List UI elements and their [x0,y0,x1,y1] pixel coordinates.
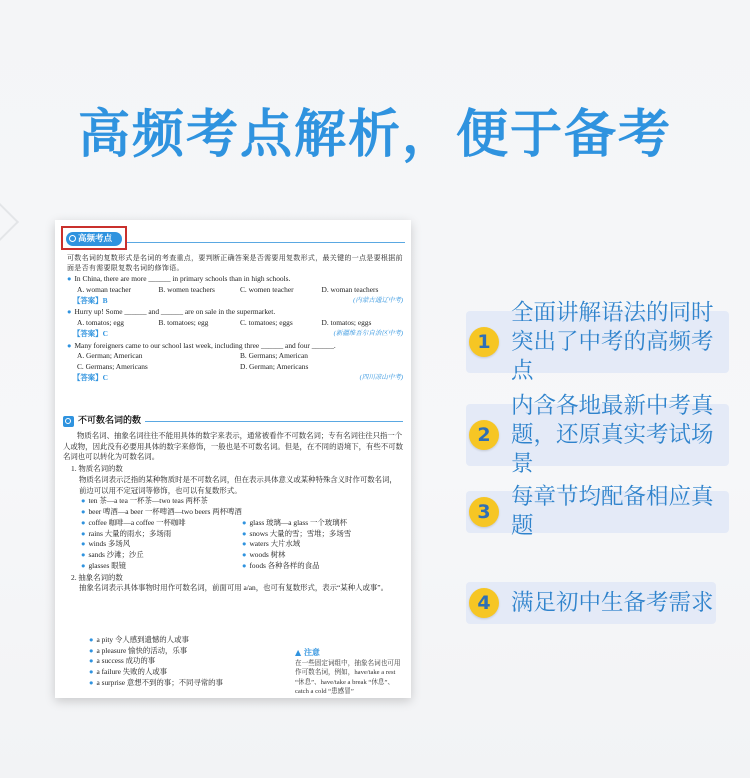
question-2: ● Hurry up! Some ______ and ______ are on sale in the supermarket. [67,307,276,317]
pin-icon [69,235,76,242]
book-page-preview [55,220,411,698]
feature-text: 满足初中生备考需求 [511,589,714,616]
subheading-material: 1. 物质名词的数 [71,464,123,474]
tag-highlight-box [61,226,127,250]
question-2-options: A. tomatos; egg B. tomatoes; egg C. tomatoes; eggs D. tomatos; eggs [77,318,372,328]
list-item: ● winds 多场风 [81,539,131,549]
list-item: ● a pity 令人感到遗憾的人或事 [89,635,189,644]
list-item: ● sands 沙滩；沙丘 [81,550,144,560]
warning-icon: ▲ [295,648,304,657]
paragraph: 物质名词表示泛指的某种物质时是不可数名词，但在表示具体意义或某种特殊含义时作可数名词，前边可以用不定冠词等修饰，也可以有复数形式。 [79,474,397,495]
question-1-options: A. woman teacher B. women teachers C. women teacher D. woman teachers [77,285,379,295]
list-item: ● glasses 眼镜 [81,560,127,570]
feature-text: 全面讲解语法的同时 突出了中考的高频考点 [511,299,714,384]
question-3: ● Many foreigners came to our school last week, including three ______ and four ______. [67,340,336,350]
paragraph: 抽象名词表示具体事物时用作可数名词，前面可用 a/an，也可有复数形式，表示“某种人或事”。 [79,583,388,593]
paragraph: 物质名词、抽象名词往往不能用具体的数字来表示，通常被看作不可数名词；专有名词往往只指一个人或物，因此没有必要用具体的数字来修饰，一般也是不可数名词。但是，在不同的语境下，有些不可数名词也可以转化为可数名词。 [63,431,403,462]
list-item: ● waters 大片水域 [242,539,301,549]
question-3-answer: 【答案】C (四川凉山中考) [73,372,403,382]
list-item: ● a success 成功的事 [89,656,156,666]
list-item: ● a pleasure 愉快的活动，乐事 [89,645,188,655]
note-box [295,647,403,698]
feature-number-badge: 2 [469,420,499,450]
question-1-answer: 【答案】B (内蒙古通辽中考) [73,295,403,305]
question-1: ● In China, there are more ______ in primary schools than in high schools. [67,274,291,284]
section-tag [66,232,122,246]
list-item: ● a surprise 意想不到的事；不同寻常的事 [89,677,223,687]
example-list [63,496,403,571]
question-2-answer: 【答案】C (新疆维吾尔自治区中考) [73,328,403,338]
list-item: ● foods 各种各样的食品 [242,560,320,570]
divider [127,242,405,243]
feature-card-2 [466,392,729,477]
list-item: ● rains 大量的雨水；多场雨 [81,528,172,538]
list-item: ● beer 啤酒—a beer 一杯啤酒—two beers 两杯啤酒 [81,507,242,517]
note-title: ▲ 注意 [295,648,320,657]
feature-card-4 [466,582,716,624]
feature-number-badge: 3 [469,497,499,527]
feature-text: 内含各地最新中考真 题，还原真实考试场景 [511,392,714,477]
list-item: ● woods 树林 [242,550,286,560]
section-high-frequency [67,253,403,384]
question-3-options: A. German; American B. Germans; American C. Germans; Americans D. German; Americans [77,351,309,372]
feature-card-1 [466,299,729,384]
headline: 高频考点解析，便于备考 [77,105,672,165]
feature-text: 每章节均配备相应真题 [511,484,714,539]
divider [145,421,403,422]
note-text: 在一些固定词组中，抽象名词也可用作可数名词，例如，have/take a rest “休息”、have/take a break “休息”、catch a cold “患感冒” [295,659,401,696]
section-heading-uncountable: 不可数名词的数 [63,415,403,428]
decorative-chevron [0,198,19,246]
list-item: ● coffee 咖啡—a coffee 一杯咖啡 [81,517,186,527]
search-icon [63,416,74,427]
subheading-abstract: 2. 抽象名词的数 [71,572,123,582]
section-uncountable [63,431,403,594]
section-tag-label: 高频考点 [78,234,113,244]
feature-number-badge: 1 [469,327,499,357]
list-item: ● snows 大量的雪；雪堆；多场雪 [242,528,352,538]
feature-card-3 [466,484,729,539]
intro-text: 可数名词的复数形式是名词的考查重点，要判断正确答案是否需要用复数形式，最关键的一点是要根据前面是否有需要限复数名词的修饰语。 [67,254,403,273]
feature-number-badge: 4 [469,588,499,618]
list-item: ● ten 茶—a tea 一杯茶—two teas 两杯茶 [81,496,208,506]
list-item: ● a failure 失败的人或事 [89,667,168,677]
list-item: ● glass 玻璃—a glass 一个玻璃杯 [242,517,347,527]
abstract-example-list [89,635,299,689]
